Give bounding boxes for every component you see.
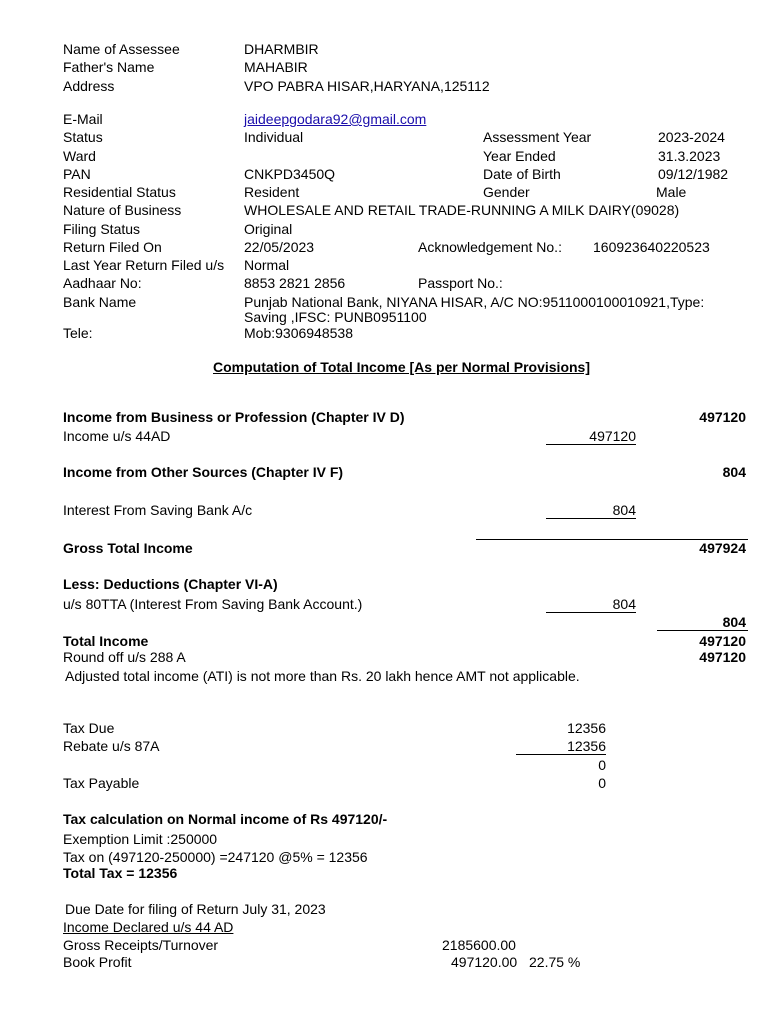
father-value: MAHABIR [244, 59, 308, 75]
aadhaar-label: Aadhaar No: [63, 275, 142, 291]
assessment-year-value: 2023-2024 [658, 129, 725, 145]
due-date: Due Date for filing of Return July 31, 2023 [65, 901, 326, 917]
gross-total-label: Gross Total Income [63, 540, 193, 556]
income-44ad-value: 497120 [589, 428, 636, 444]
email-label: E-Mail [63, 111, 103, 127]
ward-label: Ward [63, 148, 96, 164]
gross-receipts-label: Gross Receipts/Turnover [63, 937, 219, 953]
income-44ad-underline [546, 444, 636, 445]
deductions-total: 804 [722, 614, 746, 630]
deduction-80tta-underline [546, 612, 636, 613]
total-tax: Total Tax = 12356 [63, 865, 178, 881]
year-ended-label: Year Ended [483, 148, 556, 164]
acknowledgement-label: Acknowledgement No.: [418, 239, 562, 255]
deductions-total-underline [657, 630, 748, 631]
tax-on-calculation: Tax on (497120-250000) =247120 @5% = 12356 [63, 849, 368, 865]
passport-label: Passport No.: [418, 275, 503, 291]
tax-calculation-heading: Tax calculation on Normal income of Rs 497120/- [63, 811, 388, 827]
computation-heading: Computation of Total Income [As per Normal Provisions] [213, 359, 590, 375]
father-label: Father's Name [63, 59, 155, 75]
roundoff-label: Round off u/s 288 A [63, 649, 186, 665]
tele-value: Mob:9306948538 [244, 325, 353, 341]
total-income-label: Total Income [63, 633, 149, 649]
nature-of-business-label: Nature of Business [63, 202, 182, 218]
other-sources-total: 804 [722, 464, 746, 480]
saving-interest-label: Interest From Saving Bank A/c [63, 502, 253, 518]
business-income-heading: Income from Business or Profession (Chapter IV D) [63, 409, 405, 425]
address-value: VPO PABRA HISAR,HARYANA,125112 [244, 78, 490, 94]
roundoff-value: 497120 [699, 649, 746, 665]
rebate-underline [516, 754, 606, 755]
book-profit-value: 497120.00 [451, 954, 518, 970]
gender-value: Male [656, 184, 687, 200]
residential-status-label: Residential Status [63, 184, 176, 200]
tax-due-value: 12356 [567, 720, 606, 736]
acknowledgement-value: 160923640220523 [593, 239, 710, 255]
status-label: Status [63, 129, 103, 145]
pan-label: PAN [63, 166, 91, 182]
residential-status-value: Resident [244, 184, 300, 200]
other-sources-heading: Income from Other Sources (Chapter IV F) [63, 464, 344, 480]
total-income-value: 497120 [699, 633, 746, 649]
book-profit-label: Book Profit [63, 954, 132, 970]
pan-value: CNKPD3450Q [244, 166, 336, 182]
name-label: Name of Assessee [63, 41, 180, 57]
business-income-total: 497120 [699, 409, 746, 425]
book-profit-percent: 22.75 % [529, 954, 581, 970]
ati-note: Adjusted total income (ATI) is not more than Rs. 20 lakh hence AMT not applicable. [65, 668, 580, 684]
assessment-year-label: Assessment Year [483, 129, 592, 145]
saving-interest-underline [546, 518, 636, 519]
aadhaar-value: 8853 2821 2856 [244, 275, 346, 291]
name-value: DHARMBIR [244, 41, 319, 57]
tax-payable-value: 0 [598, 775, 606, 791]
gross-receipts-value: 2185600.00 [442, 937, 516, 953]
income-44ad-label: Income u/s 44AD [63, 428, 171, 444]
income-declared-heading: Income Declared u/s 44 AD [63, 919, 234, 935]
return-filed-on-label: Return Filed On [63, 239, 162, 255]
address-label: Address [63, 78, 115, 94]
nature-of-business-value: WHOLESALE AND RETAIL TRADE-RUNNING A MILK DAIRY(09028) [244, 202, 680, 218]
last-year-return-label: Last Year Return Filed u/s [63, 257, 225, 273]
dob-value: 09/12/1982 [658, 166, 729, 182]
saving-interest-value: 804 [612, 502, 636, 518]
net-tax-value: 0 [598, 757, 606, 773]
gross-total-value: 497924 [699, 540, 746, 556]
dob-label: Date of Birth [483, 166, 561, 182]
year-ended-value: 31.3.2023 [658, 148, 721, 164]
tax-payable-label: Tax Payable [63, 775, 140, 791]
last-year-return-value: Normal [244, 257, 290, 273]
deduction-80tta-value: 804 [612, 596, 636, 612]
bank-label: Bank Name [63, 294, 137, 310]
tele-label: Tele: [63, 325, 93, 341]
gender-label: Gender [483, 184, 530, 200]
bank-value-line1: Punjab National Bank, NIYANA HISAR, A/C NO:9511000100010921,Type: [244, 294, 705, 310]
bank-value-line2: Saving ,IFSC: PUNB0951100 [244, 309, 427, 325]
deduction-80tta-label: u/s 80TTA (Interest From Saving Bank Account.) [63, 596, 363, 612]
tax-due-label: Tax Due [63, 720, 115, 736]
rebate-87a-label: Rebate u/s 87A [63, 738, 160, 754]
filing-status-value: Original [244, 221, 293, 237]
status-value: Individual [244, 129, 304, 145]
exemption-limit: Exemption Limit :250000 [63, 831, 218, 847]
email-link[interactable]: jaideepgodara92@gmail.com [244, 111, 427, 127]
rebate-87a-value: 12356 [567, 738, 606, 754]
filing-status-label: Filing Status [63, 221, 141, 237]
deductions-heading: Less: Deductions (Chapter VI-A) [63, 576, 278, 592]
return-filed-on-value: 22/05/2023 [244, 239, 315, 255]
